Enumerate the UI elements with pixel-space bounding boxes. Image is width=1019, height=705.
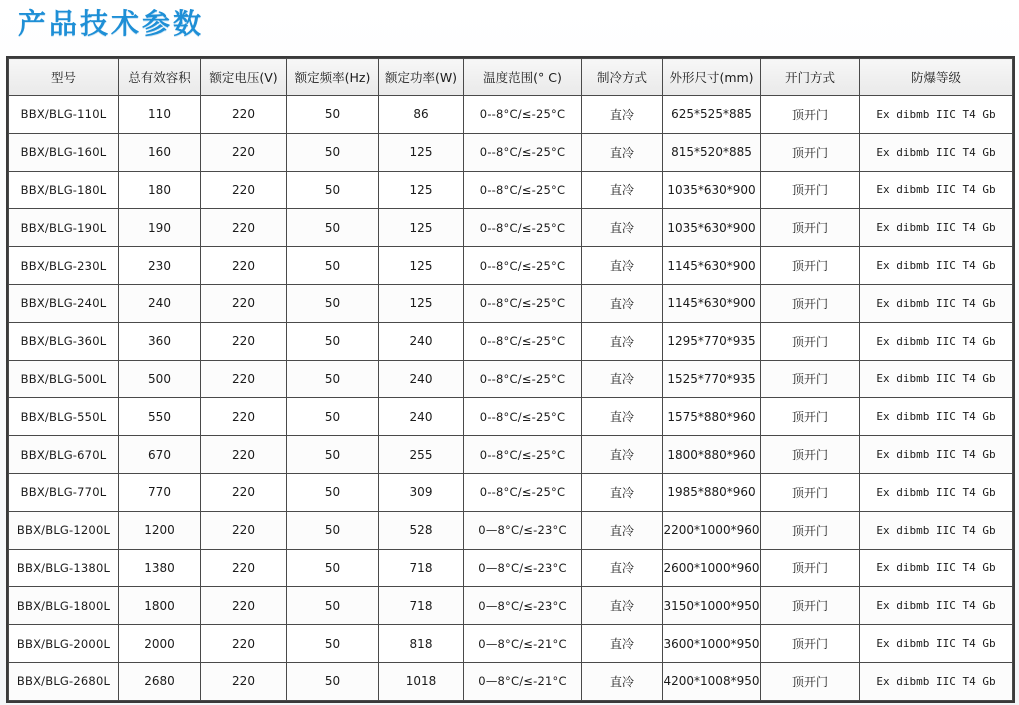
cell-voltage: 220 <box>201 549 287 587</box>
cell-capacity: 160 <box>119 133 201 171</box>
cell-cooling: 直冷 <box>582 436 663 474</box>
cell-dimensions: 2600*1000*960 <box>663 549 761 587</box>
cell-voltage: 220 <box>201 360 287 398</box>
header-explosion-rating: 防爆等级 <box>860 59 1013 96</box>
cell-cooling: 直冷 <box>582 96 663 134</box>
cell-model: BBX/BLG-1380L <box>9 549 119 587</box>
table-row <box>9 284 1013 322</box>
cell-temperature: 0--8°C/≤-25°C <box>464 133 582 171</box>
cell-voltage: 220 <box>201 625 287 663</box>
cell-voltage: 220 <box>201 322 287 360</box>
cell-capacity: 1800 <box>119 587 201 625</box>
cell-power: 125 <box>379 284 464 322</box>
cell-door: 顶开门 <box>761 436 860 474</box>
table-row <box>9 209 1013 247</box>
cell-frequency: 50 <box>287 133 379 171</box>
cell-capacity: 2680 <box>119 662 201 700</box>
cell-explosion-rating: Ex dibmb IIC T4 Gb <box>860 360 1013 398</box>
cell-temperature: 0--8°C/≤-25°C <box>464 322 582 360</box>
table-row <box>9 473 1013 511</box>
cell-cooling: 直冷 <box>582 587 663 625</box>
cell-frequency: 50 <box>287 247 379 285</box>
cell-explosion-rating: Ex dibmb IIC T4 Gb <box>860 133 1013 171</box>
cell-voltage: 220 <box>201 133 287 171</box>
cell-power: 255 <box>379 436 464 474</box>
cell-capacity: 240 <box>119 284 201 322</box>
cell-frequency: 50 <box>287 625 379 663</box>
table-row <box>9 322 1013 360</box>
cell-cooling: 直冷 <box>582 549 663 587</box>
cell-power: 1018 <box>379 662 464 700</box>
cell-cooling: 直冷 <box>582 360 663 398</box>
cell-cooling: 直冷 <box>582 247 663 285</box>
cell-explosion-rating: Ex dibmb IIC T4 Gb <box>860 209 1013 247</box>
table-row <box>9 662 1013 700</box>
cell-capacity: 1380 <box>119 549 201 587</box>
cell-capacity: 500 <box>119 360 201 398</box>
cell-door: 顶开门 <box>761 360 860 398</box>
cell-frequency: 50 <box>287 436 379 474</box>
cell-voltage: 220 <box>201 473 287 511</box>
cell-dimensions: 2200*1000*960 <box>663 511 761 549</box>
cell-voltage: 220 <box>201 511 287 549</box>
cell-dimensions: 1575*880*960 <box>663 398 761 436</box>
cell-voltage: 220 <box>201 96 287 134</box>
table-row <box>9 511 1013 549</box>
cell-frequency: 50 <box>287 322 379 360</box>
cell-door: 顶开门 <box>761 662 860 700</box>
cell-cooling: 直冷 <box>582 662 663 700</box>
cell-explosion-rating: Ex dibmb IIC T4 Gb <box>860 473 1013 511</box>
cell-cooling: 直冷 <box>582 625 663 663</box>
cell-dimensions: 1145*630*900 <box>663 284 761 322</box>
cell-frequency: 50 <box>287 662 379 700</box>
cell-model: BBX/BLG-1800L <box>9 587 119 625</box>
cell-frequency: 50 <box>287 511 379 549</box>
cell-model: BBX/BLG-670L <box>9 436 119 474</box>
cell-dimensions: 3600*1000*950 <box>663 625 761 663</box>
cell-frequency: 50 <box>287 398 379 436</box>
cell-door: 顶开门 <box>761 625 860 663</box>
table-row <box>9 96 1013 134</box>
cell-model: BBX/BLG-2680L <box>9 662 119 700</box>
table-row <box>9 247 1013 285</box>
cell-frequency: 50 <box>287 587 379 625</box>
cell-dimensions: 625*525*885 <box>663 96 761 134</box>
cell-voltage: 220 <box>201 247 287 285</box>
cell-cooling: 直冷 <box>582 398 663 436</box>
cell-model: BBX/BLG-2000L <box>9 625 119 663</box>
cell-temperature: 0--8°C/≤-25°C <box>464 436 582 474</box>
header-row <box>9 59 1013 96</box>
cell-door: 顶开门 <box>761 247 860 285</box>
cell-frequency: 50 <box>287 209 379 247</box>
table-row <box>9 171 1013 209</box>
cell-cooling: 直冷 <box>582 322 663 360</box>
cell-explosion-rating: Ex dibmb IIC T4 Gb <box>860 511 1013 549</box>
cell-capacity: 2000 <box>119 625 201 663</box>
cell-dimensions: 1295*770*935 <box>663 322 761 360</box>
cell-explosion-rating: Ex dibmb IIC T4 Gb <box>860 662 1013 700</box>
cell-capacity: 770 <box>119 473 201 511</box>
cell-door: 顶开门 <box>761 473 860 511</box>
cell-door: 顶开门 <box>761 96 860 134</box>
cell-model: BBX/BLG-550L <box>9 398 119 436</box>
cell-voltage: 220 <box>201 209 287 247</box>
cell-model: BBX/BLG-160L <box>9 133 119 171</box>
cell-power: 240 <box>379 360 464 398</box>
cell-model: BBX/BLG-770L <box>9 473 119 511</box>
cell-cooling: 直冷 <box>582 511 663 549</box>
cell-frequency: 50 <box>287 171 379 209</box>
cell-temperature: 0--8°C/≤-25°C <box>464 209 582 247</box>
cell-dimensions: 1800*880*960 <box>663 436 761 474</box>
cell-power: 125 <box>379 171 464 209</box>
cell-door: 顶开门 <box>761 284 860 322</box>
cell-temperature: 0—8°C/≤-23°C <box>464 549 582 587</box>
cell-door: 顶开门 <box>761 398 860 436</box>
cell-power: 818 <box>379 625 464 663</box>
cell-model: BBX/BLG-110L <box>9 96 119 134</box>
table-row <box>9 587 1013 625</box>
cell-temperature: 0--8°C/≤-25°C <box>464 171 582 209</box>
cell-power: 718 <box>379 587 464 625</box>
cell-model: BBX/BLG-500L <box>9 360 119 398</box>
header-door: 开门方式 <box>761 59 860 96</box>
table-row <box>9 133 1013 171</box>
cell-dimensions: 815*520*885 <box>663 133 761 171</box>
cell-cooling: 直冷 <box>582 171 663 209</box>
table-row <box>9 360 1013 398</box>
cell-temperature: 0--8°C/≤-25°C <box>464 473 582 511</box>
cell-explosion-rating: Ex dibmb IIC T4 Gb <box>860 436 1013 474</box>
cell-voltage: 220 <box>201 284 287 322</box>
cell-temperature: 0—8°C/≤-23°C <box>464 587 582 625</box>
cell-power: 125 <box>379 133 464 171</box>
header-model: 型号 <box>9 59 119 96</box>
cell-model: BBX/BLG-240L <box>9 284 119 322</box>
cell-explosion-rating: Ex dibmb IIC T4 Gb <box>860 549 1013 587</box>
cell-dimensions: 1145*630*900 <box>663 247 761 285</box>
cell-temperature: 0—8°C/≤-23°C <box>464 511 582 549</box>
header-capacity: 总有效容积 <box>119 59 201 96</box>
cell-door: 顶开门 <box>761 209 860 247</box>
cell-capacity: 670 <box>119 436 201 474</box>
cell-power: 309 <box>379 473 464 511</box>
cell-explosion-rating: Ex dibmb IIC T4 Gb <box>860 171 1013 209</box>
header-cooling: 制冷方式 <box>582 59 663 96</box>
cell-model: BBX/BLG-1200L <box>9 511 119 549</box>
cell-cooling: 直冷 <box>582 473 663 511</box>
cell-capacity: 360 <box>119 322 201 360</box>
cell-door: 顶开门 <box>761 133 860 171</box>
header-frequency: 额定频率(Hz) <box>287 59 379 96</box>
table-row <box>9 625 1013 663</box>
cell-dimensions: 4200*1008*950 <box>663 662 761 700</box>
cell-dimensions: 1035*630*900 <box>663 209 761 247</box>
spec-table <box>8 58 1013 701</box>
cell-door: 顶开门 <box>761 587 860 625</box>
cell-temperature: 0--8°C/≤-25°C <box>464 360 582 398</box>
cell-model: BBX/BLG-230L <box>9 247 119 285</box>
cell-frequency: 50 <box>287 549 379 587</box>
cell-explosion-rating: Ex dibmb IIC T4 Gb <box>860 247 1013 285</box>
cell-model: BBX/BLG-180L <box>9 171 119 209</box>
cell-frequency: 50 <box>287 360 379 398</box>
cell-capacity: 1200 <box>119 511 201 549</box>
cell-explosion-rating: Ex dibmb IIC T4 Gb <box>860 284 1013 322</box>
cell-explosion-rating: Ex dibmb IIC T4 Gb <box>860 398 1013 436</box>
cell-dimensions: 1985*880*960 <box>663 473 761 511</box>
cell-explosion-rating: Ex dibmb IIC T4 Gb <box>860 322 1013 360</box>
cell-power: 528 <box>379 511 464 549</box>
cell-temperature: 0--8°C/≤-25°C <box>464 247 582 285</box>
cell-power: 86 <box>379 96 464 134</box>
cell-voltage: 220 <box>201 587 287 625</box>
cell-cooling: 直冷 <box>582 284 663 322</box>
header-temperature: 温度范围(° C) <box>464 59 582 96</box>
cell-voltage: 220 <box>201 398 287 436</box>
cell-temperature: 0--8°C/≤-25°C <box>464 96 582 134</box>
cell-dimensions: 1035*630*900 <box>663 171 761 209</box>
cell-voltage: 220 <box>201 662 287 700</box>
header-power: 额定功率(W) <box>379 59 464 96</box>
cell-capacity: 230 <box>119 247 201 285</box>
cell-dimensions: 3150*1000*950 <box>663 587 761 625</box>
header-voltage: 额定电压(V) <box>201 59 287 96</box>
cell-power: 125 <box>379 247 464 285</box>
table-row <box>9 398 1013 436</box>
table-row <box>9 549 1013 587</box>
cell-power: 240 <box>379 398 464 436</box>
cell-model: BBX/BLG-360L <box>9 322 119 360</box>
cell-explosion-rating: Ex dibmb IIC T4 Gb <box>860 625 1013 663</box>
cell-explosion-rating: Ex dibmb IIC T4 Gb <box>860 96 1013 134</box>
cell-capacity: 110 <box>119 96 201 134</box>
cell-cooling: 直冷 <box>582 209 663 247</box>
cell-door: 顶开门 <box>761 549 860 587</box>
cell-capacity: 190 <box>119 209 201 247</box>
cell-temperature: 0--8°C/≤-25°C <box>464 398 582 436</box>
cell-explosion-rating: Ex dibmb IIC T4 Gb <box>860 587 1013 625</box>
cell-door: 顶开门 <box>761 322 860 360</box>
cell-dimensions: 1525*770*935 <box>663 360 761 398</box>
cell-power: 125 <box>379 209 464 247</box>
header-dimensions: 外形尺寸(mm) <box>663 59 761 96</box>
table-row <box>9 436 1013 474</box>
cell-frequency: 50 <box>287 473 379 511</box>
cell-frequency: 50 <box>287 96 379 134</box>
cell-voltage: 220 <box>201 436 287 474</box>
cell-frequency: 50 <box>287 284 379 322</box>
cell-temperature: 0—8°C/≤-21°C <box>464 662 582 700</box>
page-title: 产品技术参数 <box>18 7 205 40</box>
cell-power: 718 <box>379 549 464 587</box>
cell-cooling: 直冷 <box>582 133 663 171</box>
cell-model: BBX/BLG-190L <box>9 209 119 247</box>
cell-temperature: 0—8°C/≤-21°C <box>464 625 582 663</box>
cell-capacity: 180 <box>119 171 201 209</box>
cell-door: 顶开门 <box>761 511 860 549</box>
cell-voltage: 220 <box>201 171 287 209</box>
cell-power: 240 <box>379 322 464 360</box>
cell-capacity: 550 <box>119 398 201 436</box>
cell-temperature: 0--8°C/≤-25°C <box>464 284 582 322</box>
cell-door: 顶开门 <box>761 171 860 209</box>
